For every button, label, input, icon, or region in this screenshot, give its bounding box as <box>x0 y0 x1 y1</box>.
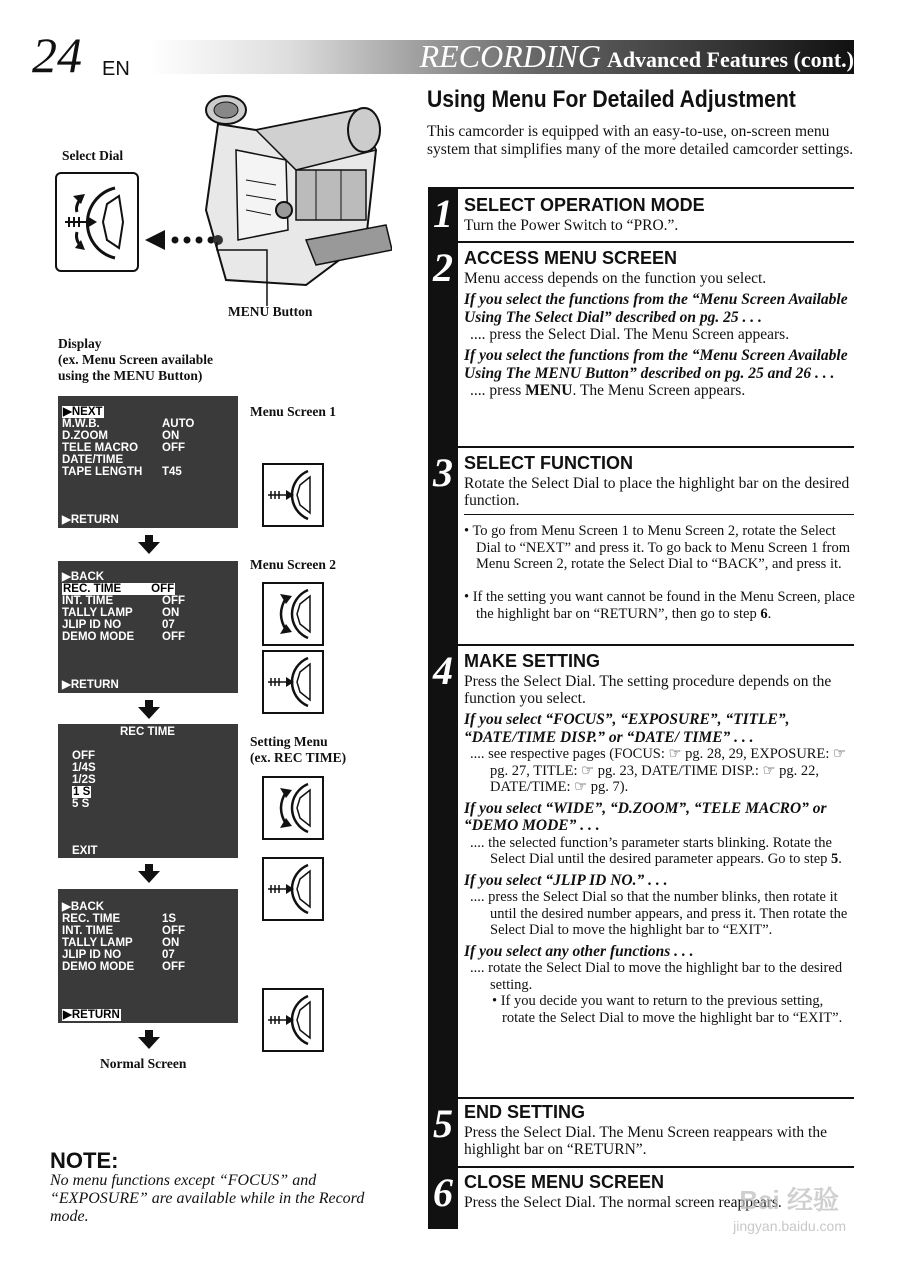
step-action: .... rotate the Select Dial to move the highlight bar to the desired setting. <box>470 960 843 993</box>
screen-key: DATE/TIME <box>62 454 124 466</box>
intro-text: This camcorder is equipped with an easy-to-use, on-screen menu system that simplifies many of the more detailed camcorder settings. <box>427 123 854 158</box>
step-action: .... press the Select Dial so that the number blinks, then rotate it until the desired number appears, and press it. Then rotate the Select Dial to move the highlight bar to “EXIT”. <box>470 889 848 938</box>
normal-screen-label: Normal Screen <box>100 1056 187 1071</box>
step-action: .... the selected function’s parameter starts blinking. Rotate the Select Dial until the desired parameter appears. Go to step 5. <box>470 834 842 867</box>
step-condition: If you select the functions from the “Menu Screen Available Using The Select Dial” described on pg. 25 . . . <box>464 291 848 326</box>
menu-button-label: MENU Button <box>228 304 313 319</box>
setting-menu-label <box>250 734 346 766</box>
menu-screen-1 <box>58 396 238 528</box>
screen-key: INT. TIME <box>62 595 114 607</box>
screen-key: TELE MACRO <box>62 442 139 454</box>
down-arrow-icon <box>138 542 160 554</box>
display-label-line: (ex. Menu Screen available <box>58 352 213 367</box>
step-text-line: Press the Select Dial. The setting procedure depends on the function you select. <box>464 673 832 707</box>
screen-key: TAPE LENGTH <box>62 466 143 478</box>
step-bullet: • To go from Menu Screen 1 to Menu Screen 2, rotate the Select Dial to “NEXT” and press it. To go back to Menu Screen 1 from Menu Screen 2, rotate the Select Dial to “BACK”, and press it. <box>464 523 851 572</box>
screen-value: OFF <box>162 925 185 937</box>
section-heading: Using Menu For Detailed Adjustment <box>427 86 796 113</box>
step-condition: If you select “FOCUS”, “EXPOSURE”, “TITLE”, “DATE/TIME DISP.” or “DATE/ TIME” . . . <box>464 711 790 746</box>
setting-option: 1/4S <box>72 762 96 774</box>
page-language: EN <box>102 58 130 80</box>
step-heading: SELECT OPERATION MODE <box>464 195 705 215</box>
section-title: RECORDING <box>419 38 601 74</box>
step-condition: If you select any other functions . . . <box>464 942 694 960</box>
screen-key: D.ZOOM <box>62 430 108 442</box>
screen-key: TALLY LAMP <box>62 607 133 619</box>
step-number: 1 <box>433 191 453 236</box>
step-action: .... see respective pages (FOCUS: ☞ pg. 28, 29, EXPOSURE: ☞ pg. 27, TITLE: ☞ pg. 23, DATE/TIME DISP.: ☞ pg. 22, DATE/TIME: ☞ pg. 7). <box>470 746 846 795</box>
step-heading: CLOSE MENU SCREEN <box>464 1172 665 1192</box>
step-sidebar <box>428 187 458 1229</box>
screen-value: ON <box>162 607 180 619</box>
header-title <box>420 38 854 75</box>
setting-option: 1/2S <box>72 774 96 786</box>
step-number: 4 <box>433 648 453 693</box>
screen-item-return: ▶RETURN <box>62 679 119 691</box>
dial-rotate-icon <box>264 584 322 644</box>
setting-menu-screen <box>58 724 238 858</box>
setting-option: 5 S <box>72 798 90 810</box>
down-arrow-icon <box>138 707 160 719</box>
note-title: NOTE: <box>50 1148 119 1173</box>
step-action: .... press the Select Dial. The Menu Screen appears. <box>470 326 790 343</box>
setting-exit: EXIT <box>72 845 98 857</box>
step-text <box>464 673 854 1026</box>
select-dial-illustration <box>55 172 139 272</box>
screen-key: DEMO MODE <box>62 631 135 643</box>
display-label-line: using the MENU Button) <box>58 368 203 383</box>
screen-key: JLIP ID NO <box>62 949 122 961</box>
screen-highlight-row: REC. TIME OFF <box>63 583 175 595</box>
menu-screen-updated <box>58 889 238 1023</box>
select-dial-icon <box>57 174 137 270</box>
screen-value: OFF <box>162 961 185 973</box>
step-heading: SELECT FUNCTION <box>464 453 633 473</box>
menu-screen-1-label: Menu Screen 1 <box>250 404 336 419</box>
step-text: Turn the Power Switch to “PRO.”. <box>464 217 679 234</box>
page-number: 24 <box>32 27 82 83</box>
screen-key: REC. TIME <box>62 913 121 925</box>
step-number: 6 <box>433 1170 453 1215</box>
menu-screen-2-label: Menu Screen 2 <box>250 557 336 572</box>
step-bullet: • If you decide you want to return to the previous setting, rotate the Select Dial to move the highlight bar to “EXIT”. <box>492 993 843 1026</box>
dial-press-icon <box>264 859 322 919</box>
watermark-logo: Bai 经验 <box>739 1185 839 1215</box>
display-label <box>58 336 213 384</box>
step-text <box>464 270 854 399</box>
dial-press-diagram <box>262 463 324 527</box>
note-text: No menu functions except “FOCUS” and “EXPOSURE” are available while in the Record mode. <box>50 1172 365 1225</box>
setting-option-selected: 1 S <box>73 786 91 798</box>
down-arrow-icon <box>138 1037 160 1049</box>
step-heading: END SETTING <box>464 1102 586 1122</box>
screen-value: 07 <box>162 949 175 961</box>
section-subtitle: Advanced Features (cont.) <box>606 47 854 72</box>
screen-key: DEMO MODE <box>62 961 135 973</box>
step-condition: If you select “WIDE”, “D.ZOOM”, “TELE MACRO” or “DEMO MODE” . . . <box>464 799 827 834</box>
down-arrow-icon <box>138 871 160 883</box>
dial-press-icon <box>264 990 322 1050</box>
screen-item-back: ▶BACK <box>62 901 105 913</box>
step-text: Press the Select Dial. The normal screen reappears. <box>464 1194 782 1211</box>
step-number: 2 <box>433 245 453 290</box>
display-label-line: Display <box>58 336 102 351</box>
dial-rotate-diagram <box>262 582 324 646</box>
step-text: Rotate the Select Dial to place the highlight bar on the desired function. <box>464 475 850 509</box>
screen-key: TALLY LAMP <box>62 937 133 949</box>
dial-press-diagram <box>262 650 324 714</box>
screen-value: OFF <box>162 442 185 454</box>
screen-item-return: ▶RETURN <box>62 514 119 526</box>
screen-value: AUTO <box>162 418 195 430</box>
screen-value: T45 <box>162 466 182 478</box>
screen-key: M.W.B. <box>62 418 100 430</box>
step-text: Press the Select Dial. The Menu Screen reappears with the highlight bar on “RETURN”. <box>464 1124 827 1158</box>
step-action: .... press MENU. The Menu Screen appears. <box>470 382 746 399</box>
dial-press-diagram <box>262 857 324 921</box>
screen-value: ON <box>162 937 180 949</box>
step-condition: If you select “JLIP ID NO.” . . . <box>464 871 668 889</box>
screen-item-next: ▶NEXT <box>63 406 103 418</box>
screen-key: INT. TIME <box>62 925 114 937</box>
screen-value: OFF <box>162 595 185 607</box>
screen-value: 1S <box>162 913 177 925</box>
step-text-line: Menu access depends on the function you select. <box>464 270 767 287</box>
step-number: 3 <box>433 450 453 495</box>
step-number: 5 <box>433 1101 453 1146</box>
step-condition: If you select the functions from the “Menu Screen Available Using The MENU Button” described on pg. 25 and 26 . . . <box>464 347 848 382</box>
setting-title: REC TIME <box>120 726 175 738</box>
screen-value: OFF <box>162 631 185 643</box>
menu-screen-2 <box>58 561 238 693</box>
dial-rotate-diagram <box>262 776 324 840</box>
setting-menu-label-line: Setting Menu <box>250 734 328 749</box>
screen-value: ON <box>162 430 180 442</box>
dial-press-icon <box>264 465 322 525</box>
step-heading: MAKE SETTING <box>464 651 601 671</box>
step-heading: ACCESS MENU SCREEN <box>464 248 678 268</box>
dial-rotate-icon <box>264 778 322 838</box>
screen-item-return: ▶RETURN <box>63 1009 120 1021</box>
setting-option: OFF <box>72 750 95 762</box>
setting-menu-label-line: (ex. REC TIME) <box>250 750 347 765</box>
step-bullet: • If the setting you want cannot be found in the Menu Screen, place the highlight bar on “RETURN”, then go to step 6. <box>464 589 855 622</box>
dial-press-diagram <box>262 988 324 1052</box>
select-dial-label: Select Dial <box>62 148 124 163</box>
screen-key: JLIP ID NO <box>62 619 122 631</box>
watermark-url: jingyan.baidu.com <box>733 1218 846 1234</box>
menu-button-pointer <box>215 240 275 310</box>
screen-item-back: ▶BACK <box>62 571 105 583</box>
dial-press-icon <box>264 652 322 712</box>
screen-value: 07 <box>162 619 175 631</box>
